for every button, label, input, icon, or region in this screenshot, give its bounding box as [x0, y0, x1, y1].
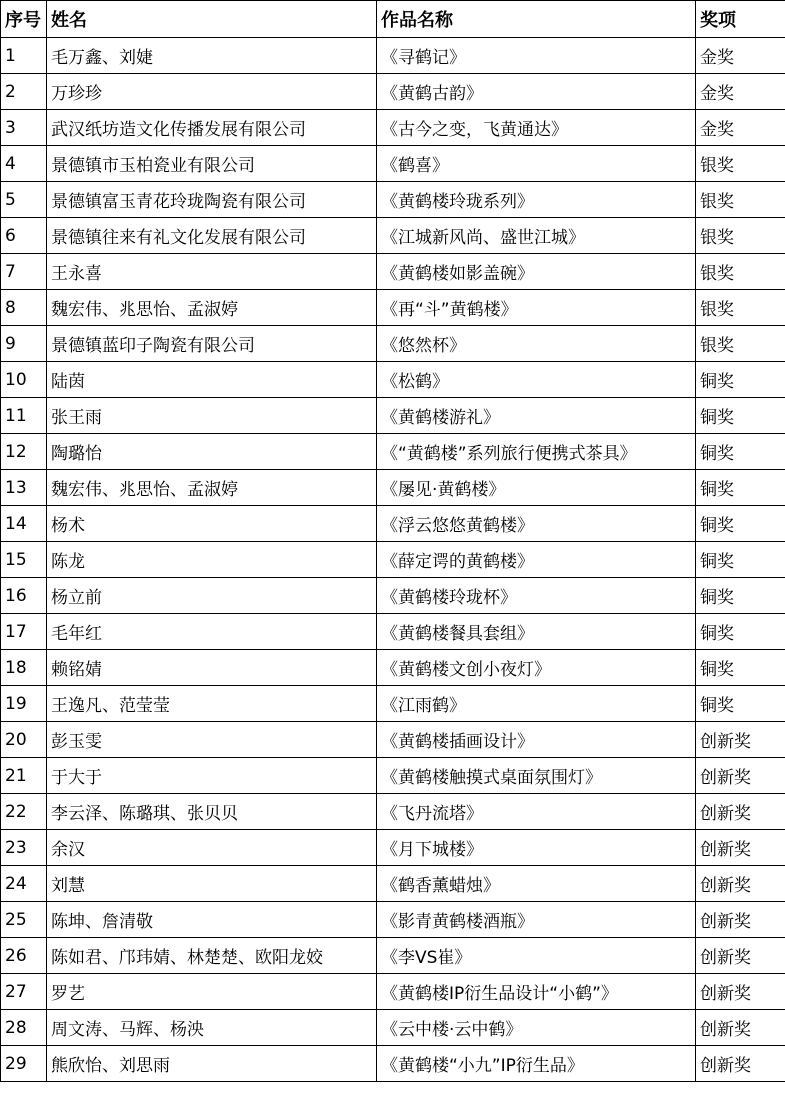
row-number: 5: [1, 182, 47, 218]
row-number: 3: [1, 110, 47, 146]
entrant-name: 万珍珍: [47, 74, 377, 110]
entrant-name: 张王雨: [47, 398, 377, 434]
row-number: 19: [1, 686, 47, 722]
award-level: 创新奖: [696, 830, 785, 866]
award-level: 金奖: [696, 74, 785, 110]
work-title: 《悠然杯》: [377, 326, 696, 362]
award-level: 银奖: [696, 326, 785, 362]
work-title: 《再“斗”黄鹤楼》: [377, 290, 696, 326]
award-level: 铜奖: [696, 398, 785, 434]
work-title: 《黄鹤楼文创小夜灯》: [377, 650, 696, 686]
row-number: 11: [1, 398, 47, 434]
table-row: [1, 110, 785, 146]
work-title: 《飞丹流塔》: [377, 794, 696, 830]
work-title: 《薛定谔的黄鹤楼》: [377, 542, 696, 578]
award-level: 银奖: [696, 218, 785, 254]
work-title: 《浮云悠悠黄鹤楼》: [377, 506, 696, 542]
row-number: 18: [1, 650, 47, 686]
award-level: 铜奖: [696, 686, 785, 722]
table-row: [1, 470, 785, 506]
award-level: 银奖: [696, 254, 785, 290]
row-number: 25: [1, 902, 47, 938]
table-row: [1, 902, 785, 938]
table-row: [1, 542, 785, 578]
row-number: 1: [1, 38, 47, 74]
table-row: [1, 650, 785, 686]
award-level: 金奖: [696, 110, 785, 146]
table-row: [1, 254, 785, 290]
award-level: 铜奖: [696, 578, 785, 614]
work-title: 《古今之变，飞黄通达》: [377, 110, 696, 146]
table-row: [1, 614, 785, 650]
award-level: 金奖: [696, 38, 785, 74]
row-number: 23: [1, 830, 47, 866]
entrant-name: 魏宏伟、兆思怡、孟淑婷: [47, 290, 377, 326]
entrant-name: 刘慧: [47, 866, 377, 902]
table-row: [1, 794, 785, 830]
award-level: 创新奖: [696, 1046, 785, 1082]
award-level: 创新奖: [696, 1010, 785, 1046]
entrant-name: 赖铭婧: [47, 650, 377, 686]
row-number: 7: [1, 254, 47, 290]
table-row: [1, 722, 785, 758]
entrant-name: 景德镇市玉柏瓷业有限公司: [47, 146, 377, 182]
award-level: 创新奖: [696, 794, 785, 830]
award-level: 铜奖: [696, 650, 785, 686]
table-row: [1, 362, 785, 398]
work-title: 《松鹤》: [377, 362, 696, 398]
header-name: 姓名: [47, 1, 377, 38]
work-title: 《黄鹤楼IP衍生品设计“小鹤”》: [377, 974, 696, 1010]
work-title: 《黄鹤楼如影盖碗》: [377, 254, 696, 290]
award-level: 银奖: [696, 182, 785, 218]
work-title: 《寻鹤记》: [377, 38, 696, 74]
row-number: 28: [1, 1010, 47, 1046]
work-title: 《李VS崔》: [377, 938, 696, 974]
table-body: [1, 38, 785, 1082]
row-number: 14: [1, 506, 47, 542]
work-title: 《黄鹤楼“小九”IP衍生品》: [377, 1046, 696, 1082]
entrant-name: 武汉纸坊造文化传播发展有限公司: [47, 110, 377, 146]
table-row: [1, 1010, 785, 1046]
work-title: 《影青黄鹤楼酒瓶》: [377, 902, 696, 938]
entrant-name: 陈坤、詹清敬: [47, 902, 377, 938]
work-title: 《屡见·黄鹤楼》: [377, 470, 696, 506]
entrant-name: 罗艺: [47, 974, 377, 1010]
entrant-name: 熊欣怡、刘思雨: [47, 1046, 377, 1082]
row-number: 22: [1, 794, 47, 830]
entrant-name: 周文涛、马辉、杨泱: [47, 1010, 377, 1046]
row-number: 26: [1, 938, 47, 974]
award-level: 铜奖: [696, 614, 785, 650]
award-level: 铜奖: [696, 542, 785, 578]
entrant-name: 余汉: [47, 830, 377, 866]
row-number: 16: [1, 578, 47, 614]
row-number: 29: [1, 1046, 47, 1082]
table-row: [1, 866, 785, 902]
work-title: 《江城新风尚、盛世江城》: [377, 218, 696, 254]
award-level: 铜奖: [696, 470, 785, 506]
award-level: 创新奖: [696, 866, 785, 902]
entrant-name: 王永喜: [47, 254, 377, 290]
table-row: [1, 146, 785, 182]
entrant-name: 景德镇富玉青花玲珑陶瓷有限公司: [47, 182, 377, 218]
award-level: 创新奖: [696, 974, 785, 1010]
award-level: 铜奖: [696, 362, 785, 398]
award-level: 铜奖: [696, 434, 785, 470]
entrant-name: 景德镇往来有礼文化发展有限公司: [47, 218, 377, 254]
work-title: 《江雨鹤》: [377, 686, 696, 722]
row-number: 17: [1, 614, 47, 650]
row-number: 27: [1, 974, 47, 1010]
award-level: 创新奖: [696, 938, 785, 974]
row-number: 4: [1, 146, 47, 182]
entrant-name: 王逸凡、范莹莹: [47, 686, 377, 722]
work-title: 《黄鹤楼插画设计》: [377, 722, 696, 758]
table-row: [1, 938, 785, 974]
table-row: [1, 506, 785, 542]
table-row: [1, 830, 785, 866]
entrant-name: 陈如君、邝玮婧、林楚楚、欧阳龙姣: [47, 938, 377, 974]
work-title: 《黄鹤楼游礼》: [377, 398, 696, 434]
table-row: [1, 686, 785, 722]
table-row: [1, 326, 785, 362]
header-work-title: 作品名称: [377, 1, 696, 38]
work-title: 《黄鹤楼餐具套组》: [377, 614, 696, 650]
entrant-name: 陶璐怡: [47, 434, 377, 470]
row-number: 8: [1, 290, 47, 326]
entrant-name: 陈龙: [47, 542, 377, 578]
table-row: [1, 1046, 785, 1082]
work-title: 《云中楼·云中鹤》: [377, 1010, 696, 1046]
row-number: 9: [1, 326, 47, 362]
work-title: 《鹤香薰蜡烛》: [377, 866, 696, 902]
row-number: 6: [1, 218, 47, 254]
entrant-name: 景德镇蓝印子陶瓷有限公司: [47, 326, 377, 362]
row-number: 20: [1, 722, 47, 758]
row-number: 10: [1, 362, 47, 398]
table-row: [1, 398, 785, 434]
table-row: [1, 38, 785, 74]
table-row: [1, 434, 785, 470]
award-level: 创新奖: [696, 902, 785, 938]
table-row: [1, 758, 785, 794]
award-level: 银奖: [696, 146, 785, 182]
entrant-name: 魏宏伟、兆思怡、孟淑婷: [47, 470, 377, 506]
award-level: 创新奖: [696, 722, 785, 758]
work-title: 《月下城楼》: [377, 830, 696, 866]
award-level: 铜奖: [696, 506, 785, 542]
entrant-name: 彭玉雯: [47, 722, 377, 758]
table-row: [1, 974, 785, 1010]
entrant-name: 毛年红: [47, 614, 377, 650]
row-number: 24: [1, 866, 47, 902]
row-number: 2: [1, 74, 47, 110]
entrant-name: 杨立前: [47, 578, 377, 614]
table-row: [1, 290, 785, 326]
entrant-name: 毛万鑫、刘婕: [47, 38, 377, 74]
work-title: 《黄鹤楼玲珑杯》: [377, 578, 696, 614]
work-title: 《鹤喜》: [377, 146, 696, 182]
row-number: 15: [1, 542, 47, 578]
header-award: 奖项: [696, 1, 785, 38]
table-row: [1, 74, 785, 110]
row-number: 13: [1, 470, 47, 506]
table-row: [1, 182, 785, 218]
header-number: 序号: [1, 1, 47, 38]
award-level: 创新奖: [696, 758, 785, 794]
work-title: 《黄鹤楼触摸式桌面氛围灯》: [377, 758, 696, 794]
work-title: 《“黄鹤楼”系列旅行便携式茶具》: [377, 434, 696, 470]
row-number: 21: [1, 758, 47, 794]
entrant-name: 于大于: [47, 758, 377, 794]
table-row: [1, 578, 785, 614]
table-row: [1, 218, 785, 254]
row-number: 12: [1, 434, 47, 470]
entrant-name: 李云泽、陈璐琪、张贝贝: [47, 794, 377, 830]
entrant-name: 杨术: [47, 506, 377, 542]
entrant-name: 陆茵: [47, 362, 377, 398]
work-title: 《黄鹤楼玲珑系列》: [377, 182, 696, 218]
work-title: 《黄鹤古韵》: [377, 74, 696, 110]
table-header-row: [1, 1, 785, 38]
award-level: 银奖: [696, 290, 785, 326]
